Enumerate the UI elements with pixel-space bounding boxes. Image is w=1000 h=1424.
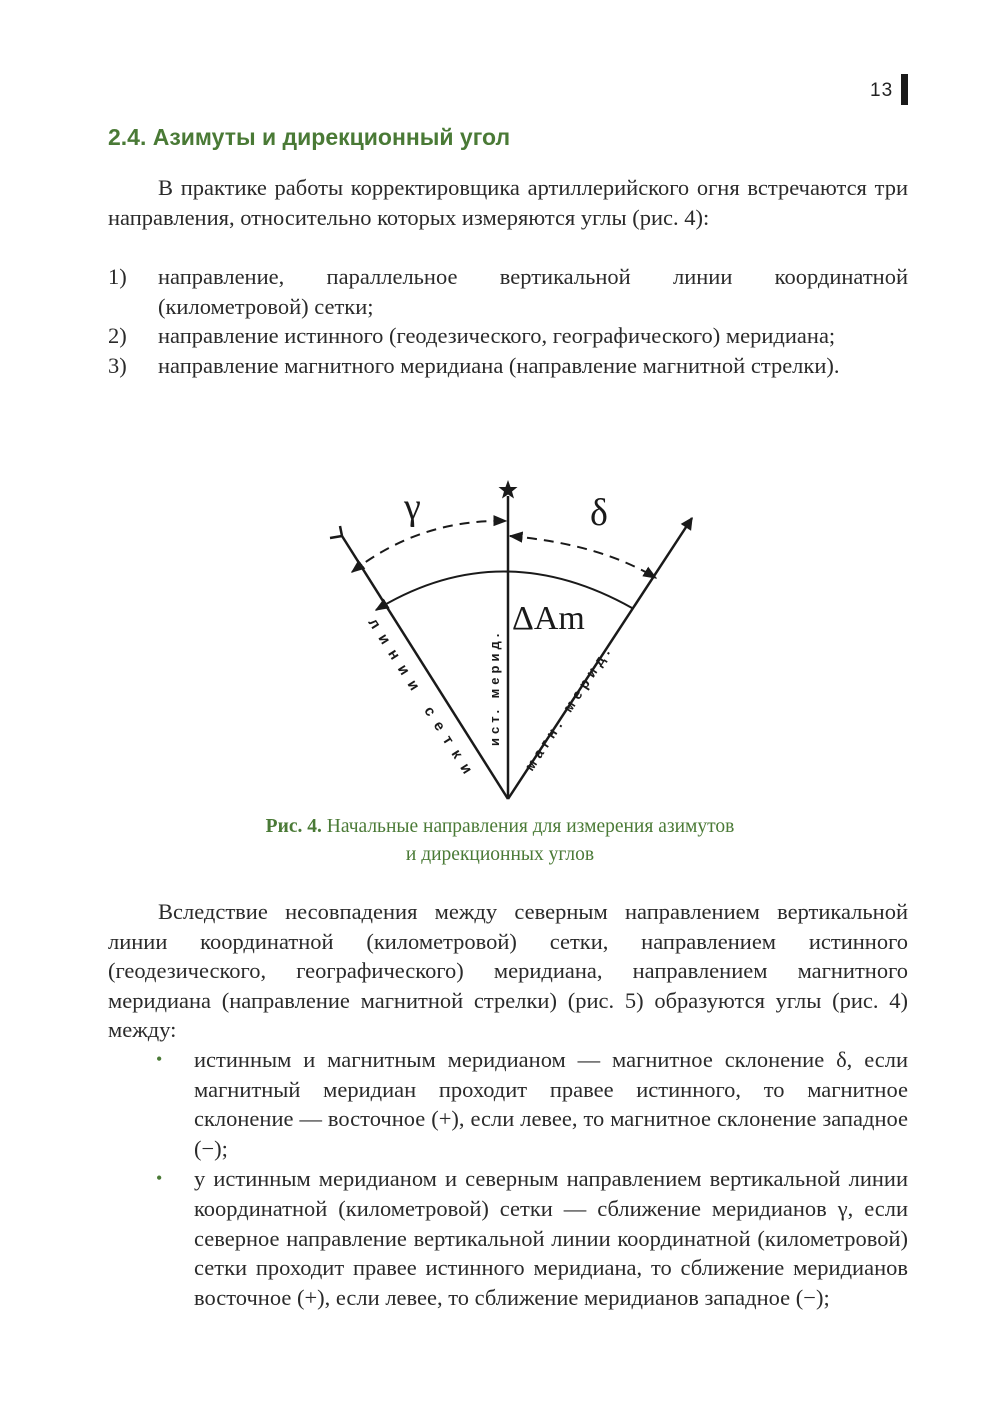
gamma-label: γ	[404, 486, 421, 528]
delta-arc	[510, 536, 656, 578]
caption-label: Рис. 4.	[265, 816, 322, 837]
grid-line-tick	[340, 526, 342, 536]
caption-text: Начальные направления для измерения азимутов	[326, 816, 735, 837]
grid-line-tick	[330, 536, 342, 538]
gamma-arc	[352, 521, 506, 572]
list-item	[108, 351, 908, 381]
list-number: 3)	[108, 352, 127, 378]
list-text: направление магнитного меридиана (направление магнитной стрелки).	[158, 352, 840, 378]
caption-text-line2: и дирекционных углов	[405, 844, 595, 865]
list-text: истинным и магнитным меридианом — магнитное склонение δ, если магнитный меридиан проходит правее истинного, то магнитное склонение — восточное (+), если левее, то магнитное склонение западное (−);	[194, 1047, 908, 1161]
list-text: у истинным меридианом и северным направлением вертикальной линии координатной (километровой) сетки — сближение меридианов γ, если северное направление вертикальной линии координатной (километровой) сетки проходит правее истинного меридиана, то сближение меридианов восточное (+), если левее, то сближение меридианов западное (−);	[194, 1166, 908, 1310]
list-item	[108, 321, 908, 351]
list-number: 2)	[108, 323, 127, 349]
list-number: 1)	[108, 264, 127, 289]
page-number: 13	[870, 80, 894, 101]
list-item	[108, 262, 908, 321]
body-paragraph: Вследствие несовпадения между северным направлением вертикальной линии координатной (километровой) сетки, направлением истинного (геодезического, географического) меридиана, направлением магнитного меридиана (направление магнитной стрелки) (рис. 5) образуются углы (рис. 4) между:	[108, 899, 908, 1043]
intro-paragraph: В практике работы корректировщика артиллерийского огня встречаются три направления, относительно которых измеряются углы (рис. 4):	[108, 175, 908, 230]
bullet-icon: •	[156, 1049, 163, 1069]
list-text: направление, параллельное вертикальной линии координатной (километровой) сетки;	[158, 264, 908, 319]
grid-line-label: линии сетки	[364, 615, 481, 785]
page-number-bar	[901, 74, 908, 105]
list-text: направление истинного (геодезического, географического) меридиана;	[158, 323, 836, 349]
meridians-diagram	[300, 474, 720, 809]
figure-caption	[150, 813, 850, 869]
angles-list	[108, 1045, 908, 1313]
section-heading: 2.4. Азимуты и дирекционный угол	[108, 124, 511, 150]
list-item	[108, 1045, 908, 1163]
magnetic-meridian-label: магн. мерид.	[521, 640, 616, 774]
delta-label: δ	[590, 492, 608, 534]
list-item	[108, 1164, 908, 1312]
grid-line	[342, 536, 508, 799]
delta-am-arc	[376, 571, 632, 610]
true-meridian-label: ист. мерид.	[487, 629, 502, 746]
delta-am-label: ΔAm	[512, 600, 585, 637]
star-icon	[499, 480, 518, 499]
directions-list	[108, 262, 908, 380]
bullet-icon: •	[156, 1168, 163, 1189]
